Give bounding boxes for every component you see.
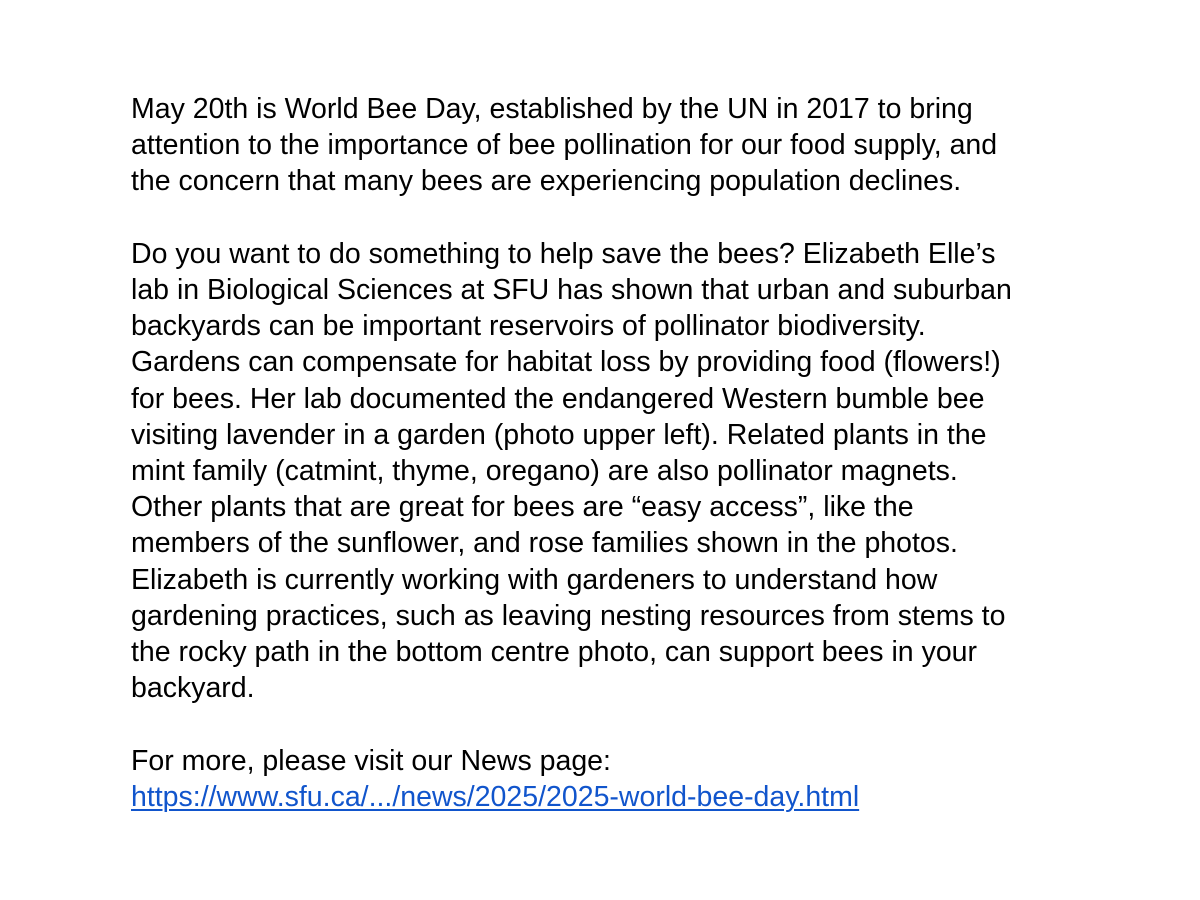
text-line: the concern that many bees are experiencing population declines. [131,165,962,198]
text-line: for bees. Her lab documented the endangered Western bumble bee [131,382,985,415]
text-line: lab in Biological Sciences at SFU has shown that urban and suburban [131,274,1012,306]
text-line: Elizabeth is currently working with gardeners to understand how [131,563,938,596]
text-line: backyards can be important reservoirs of pollinator biodiversity. [131,310,926,343]
paragraph-more-info [131,743,1131,815]
text-line: For more, please visit our News page: [131,744,611,777]
document-body [131,91,1131,815]
news-page-link[interactable]: https://www.sfu.ca/.../news/2025/2025-world-bee-day.html [131,780,860,813]
text-line: Gardens can compensate for habitat loss by providing food (flowers!) [131,346,1001,379]
paragraph-world-bee-day [131,91,1131,200]
news-page-link-line [131,779,1131,815]
text-line: gardening practices, such as leaving nesting resources from stems to [131,599,1006,632]
text-line: the rocky path in the bottom centre photo, can support bees in your [131,636,978,669]
text-line: attention to the importance of bee pollination for our food supply, and [131,129,998,162]
text-line: members of the sunflower, and rose families shown in the photos. [131,527,958,560]
text-line: visiting lavender in a garden (photo upper left). Related plants in the [131,418,987,451]
text-line: mint family (catmint, thyme, oregano) are also pollinator magnets. [131,455,958,488]
text-line: Other plants that are great for bees are “easy access”, like the [131,491,914,524]
paragraph-help-save-bees [131,236,1131,707]
text-line: Do you want to do something to help save the bees? Elizabeth Elle’s [131,237,996,270]
text-line: backyard. [131,672,255,705]
text-line: May 20th is World Bee Day, established by the UN in 2017 to bring [131,93,973,125]
